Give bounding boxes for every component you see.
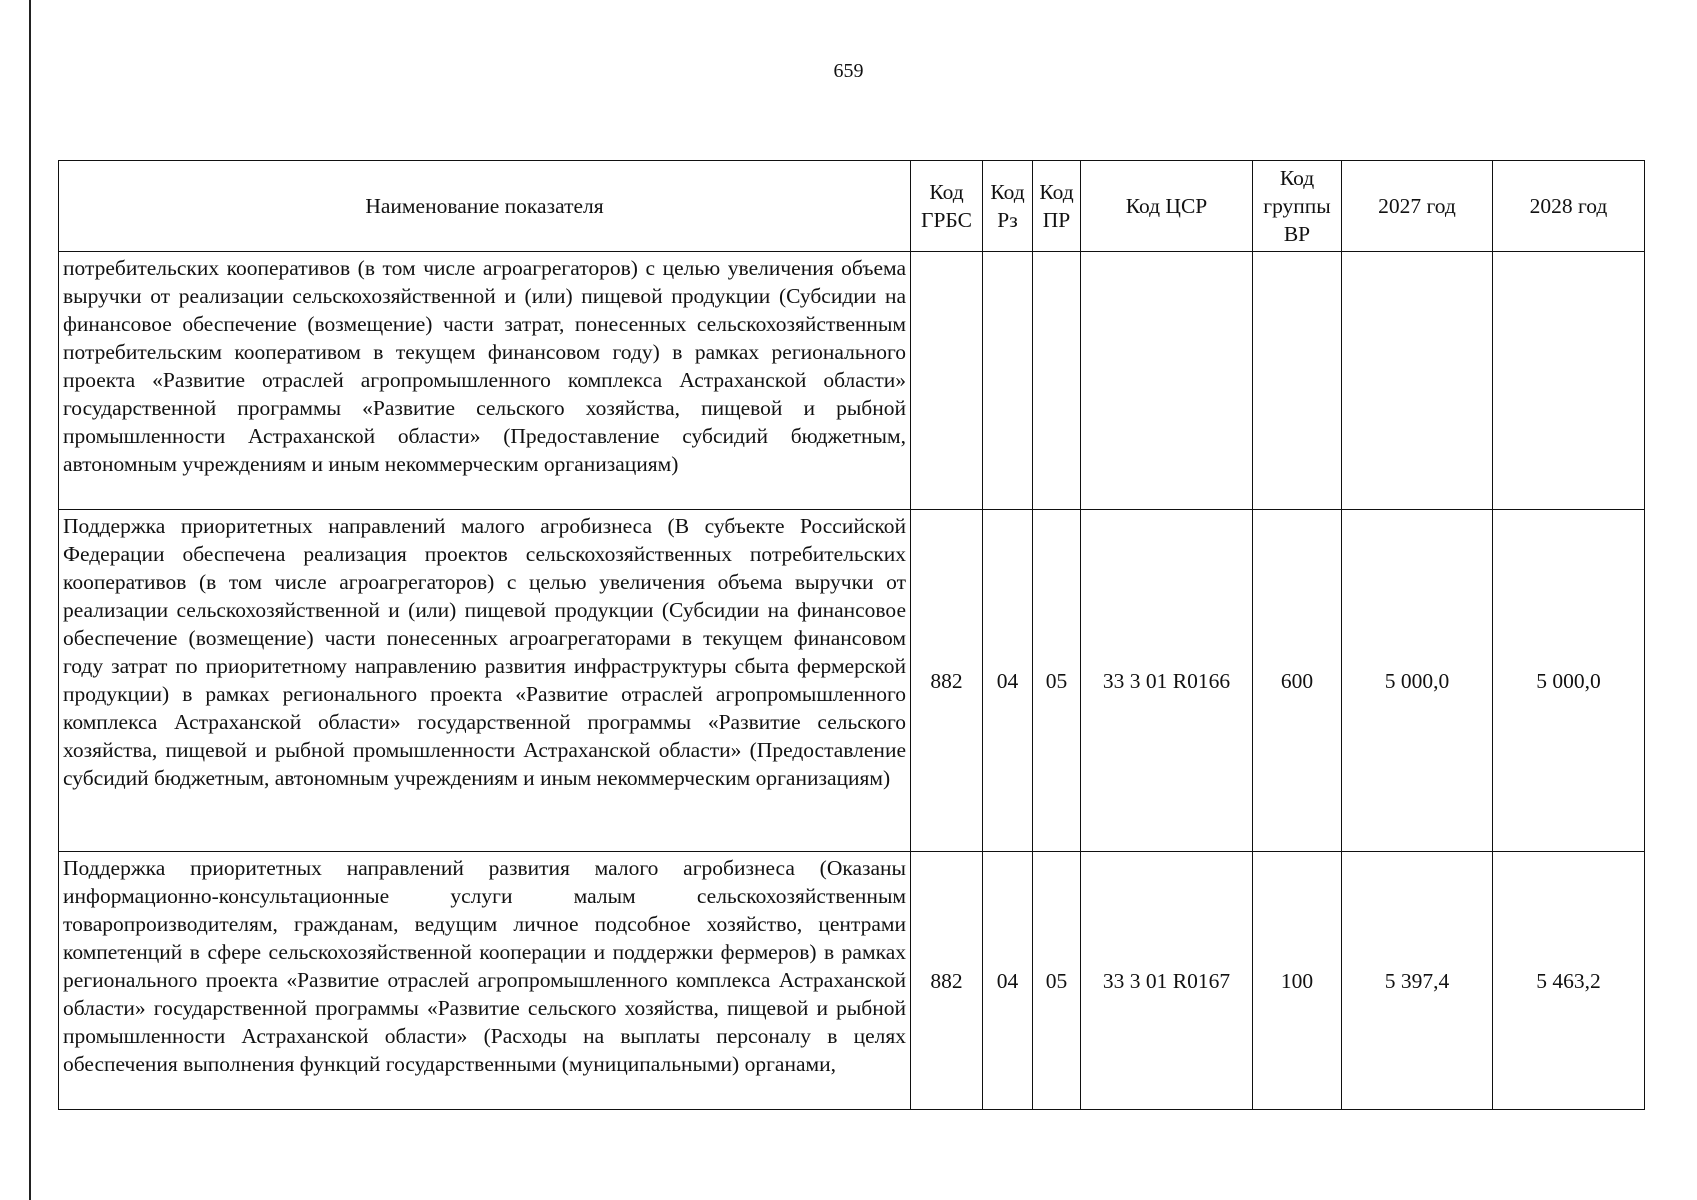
row-name: Поддержка приоритетных направлений развития малого агробизнеса (Оказаны информационно-консультационные услуги малым сельскохозяйственным товаропроизводителям, гражданам, ведущим личное подсобное хозяйство, центрами компетенций в сфере сельскохозяйственной кооперации и поддержки фермеров) в рамках регионального проекта «Развитие отраслей агропромышленного комплекса Астраханской области» государственной программы «Развитие сельского хозяйства, пищевой и рыбной промышленности Астраханской области» (Расходы на выплаты персоналу в целях обеспечения выполнения функций государственными (муниципальными) органами, — [59, 852, 911, 1110]
row-grbs: 882 — [911, 852, 983, 1110]
row-rz: 04 — [983, 510, 1033, 852]
header-vr: Код группы ВР — [1253, 161, 1342, 252]
row-name: потребительских кооперативов (в том числе агроагрегаторов) с целью увеличения объема выручки от реализации сельскохозяйственной и (или) пищевой продукции (Субсидии на финансовое обеспечение (возмещение) части затрат, понесенных сельскохозяйственным потребительским кооперативом в текущем финансовом году) в рамках регионального проекта «Развитие отраслей агропромышленного комплекса Астраханской области» государственной программы «Развитие сельского хозяйства, пищевой и рыбной промышленности Астраханской области» (Предоставление субсидий бюджетным, автономным учреждениям и иным некоммерческим организациям) — [59, 252, 911, 510]
table-row — [59, 252, 1645, 510]
header-grbs: Код ГРБС — [911, 161, 983, 252]
row-vr — [1253, 252, 1342, 510]
row-2028: 5 463,2 — [1493, 852, 1645, 1110]
header-name: Наименование показателя — [59, 161, 911, 252]
header-2027: 2027 год — [1342, 161, 1493, 252]
row-grbs: 882 — [911, 510, 983, 852]
header-csr: Код ЦСР — [1081, 161, 1253, 252]
row-2027: 5 000,0 — [1342, 510, 1493, 852]
row-2028: 5 000,0 — [1493, 510, 1645, 852]
header-row — [59, 161, 1645, 252]
row-csr: 33 3 01 R0167 — [1081, 852, 1253, 1110]
binding-margin-line — [29, 0, 31, 1200]
row-vr: 100 — [1253, 852, 1342, 1110]
table-body — [59, 252, 1645, 1110]
row-csr: 33 3 01 R0166 — [1081, 510, 1253, 852]
budget-table — [58, 160, 1645, 1110]
row-rz — [983, 252, 1033, 510]
row-2027: 5 397,4 — [1342, 852, 1493, 1110]
table-row — [59, 852, 1645, 1110]
page-number: 659 — [833, 60, 864, 82]
table-row — [59, 510, 1645, 852]
row-pr — [1033, 252, 1081, 510]
row-2028 — [1493, 252, 1645, 510]
row-name: Поддержка приоритетных направлений малого агробизнеса (В субъекте Российской Федерации обеспечена реализация проектов сельскохозяйственных потребительских кооперативов (в том числе агроагрегаторов) с целью увеличения объема выручки от реализации сельскохозяйственной и (или) пищевой продукции (Субсидии на финансовое обеспечение (возмещение) части понесенных агроагрегаторами в текущем финансовом году затрат по приоритетному направлению развития инфраструктуры сбыта фермерской продукции) в рамках регионального проекта «Развитие отраслей агропромышленного комплекса Астраханской области» государственной программы «Развитие сельского хозяйства, пищевой и рыбной промышленности Астраханской области» (Предоставление субсидий бюджетным, автономным учреждениям и иным некоммерческим организациям) — [59, 510, 911, 852]
row-pr: 05 — [1033, 510, 1081, 852]
header-2028: 2028 год — [1493, 161, 1645, 252]
table-header — [59, 161, 1645, 252]
row-pr: 05 — [1033, 852, 1081, 1110]
header-rz: Код Рз — [983, 161, 1033, 252]
row-vr: 600 — [1253, 510, 1342, 852]
row-grbs — [911, 252, 983, 510]
row-2027 — [1342, 252, 1493, 510]
row-rz: 04 — [983, 852, 1033, 1110]
row-csr — [1081, 252, 1253, 510]
header-pr: Код ПР — [1033, 161, 1081, 252]
